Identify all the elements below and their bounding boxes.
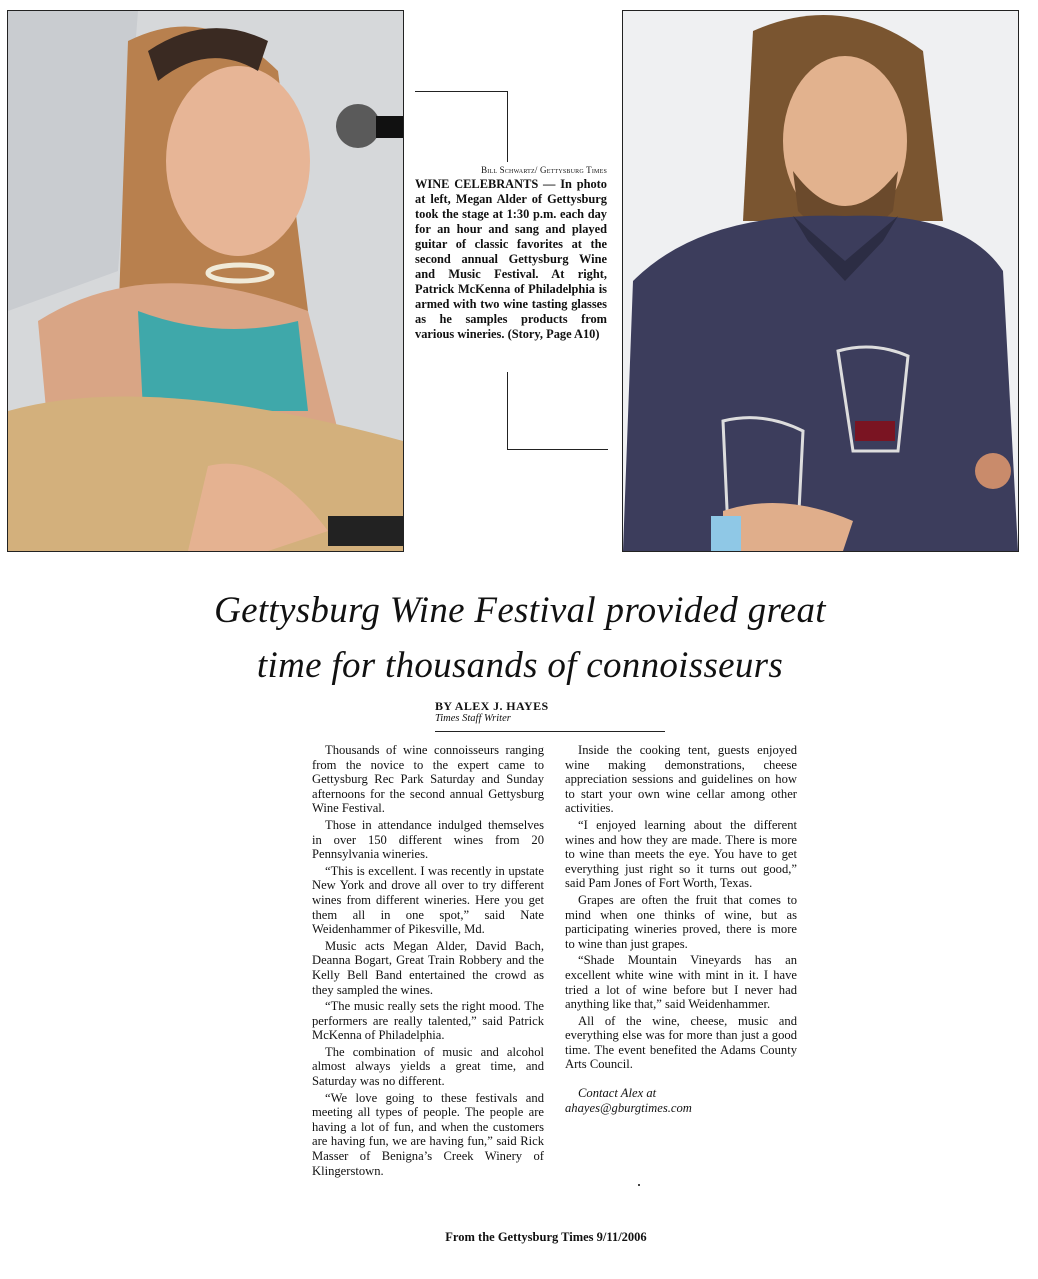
contact-label: Contact Alex at — [578, 1086, 657, 1101]
photo-megan-alder — [7, 10, 404, 552]
paragraph: All of the wine, cheese, music and everything else was for more than just a good time. The event benefited the Adams County Arts Council. — [565, 1013, 797, 1072]
paragraph: The combination of music and alcohol almost always yields a great time, and Saturday was no different. — [312, 1044, 544, 1089]
byline-title: Times Staff Writer — [435, 713, 511, 724]
paragraph: “This is excellent. I was recently in upstate New York and drove all over to try different wines from different wineries. Here you get them all in one spot,” said Nate Weidenhammer of Pikesville, Md. — [312, 863, 544, 937]
headline-line-1: Gettysburg Wine Festival provided great — [214, 590, 826, 631]
article-column-2 — [565, 743, 797, 1117]
paragraph: Inside the cooking tent, guests enjoyed wine making demonstrations, cheese appreciation sessions and guidelines on how to start your own wine cellar among other activities. — [565, 743, 797, 816]
photo-credit: Bill Schwartz/ Gettysburg Times — [481, 165, 607, 175]
paragraph: “The music really sets the right mood. The performers are really talented,” said Patrick McKenna of Philadelphia. — [312, 999, 544, 1043]
paragraph: Thousands of wine connoisseurs ranging from the novice to the expert came to Gettysburg Rec Park Saturday and Sunday afternoons for the second annual Gettysburg Wine Festival. — [312, 743, 544, 816]
byline-rule — [435, 731, 665, 732]
source-footer: From the Gettysburg Times 9/11/2006 — [445, 1230, 647, 1244]
headline-line-2: time for thousands of connoisseurs — [256, 645, 784, 686]
photo-caption: WINE CELEBRANTS — In photo at left, Megan Alder of Gettysburg took the stage at 1:30 p.m. each day for an hour and sang and played guitar of classic favorites at the second annual Gettysburg Wine and Music Festival. At right, Patrick McKenna of Philadelphia is armed with two wine tasting glasses as he samples products from various wineries. (Story, Page A10) — [415, 177, 607, 341]
byline — [435, 699, 665, 724]
paragraph: “We love going to these festivals and meeting all types of people. The people are having a lot of fun, and when the customers are having fun, we are having fun,” said Rick Masser of Benigna’s Creek Winery of Klingerstown. — [312, 1090, 544, 1178]
caption-bracket-bottom — [507, 372, 608, 450]
print-speck — [638, 1184, 640, 1186]
paragraph: Those in attendance indulged themselves in over 150 different wines from 20 Pennsylvania wineries. — [312, 817, 544, 862]
paragraph: Music acts Megan Alder, David Bach, Deanna Bogart, Great Train Robbery and the Kelly Bell Band entertained the crowd as they sampled the wines. — [312, 938, 544, 997]
paragraph: “Shade Mountain Vineyards has an excellent white wine with mint in it. I have tried a lot of wine before but I never had anything like that,” said Weidenhammer. — [565, 953, 797, 1012]
byline-name: BY ALEX J. HAYES — [435, 699, 549, 713]
caption-bracket-top — [415, 91, 508, 162]
contact-line — [565, 1086, 797, 1115]
headline — [120, 583, 920, 693]
article-column-1 — [312, 743, 544, 1180]
paragraph: “I enjoyed learning about the different wines and how they are made. There is more to wine than meets the eye. You have to get everything just right so it turns out good,” said Pam Jones of Fort Worth, Texas. — [565, 817, 797, 891]
photo-patrick-mckenna — [622, 10, 1019, 552]
contact-email: ahayes@gburgtimes.com — [565, 1100, 692, 1115]
paragraph: Grapes are often the fruit that comes to mind when one thinks of wine, but as participating wineries proved, there is more to wine than just grapes. — [565, 892, 797, 951]
